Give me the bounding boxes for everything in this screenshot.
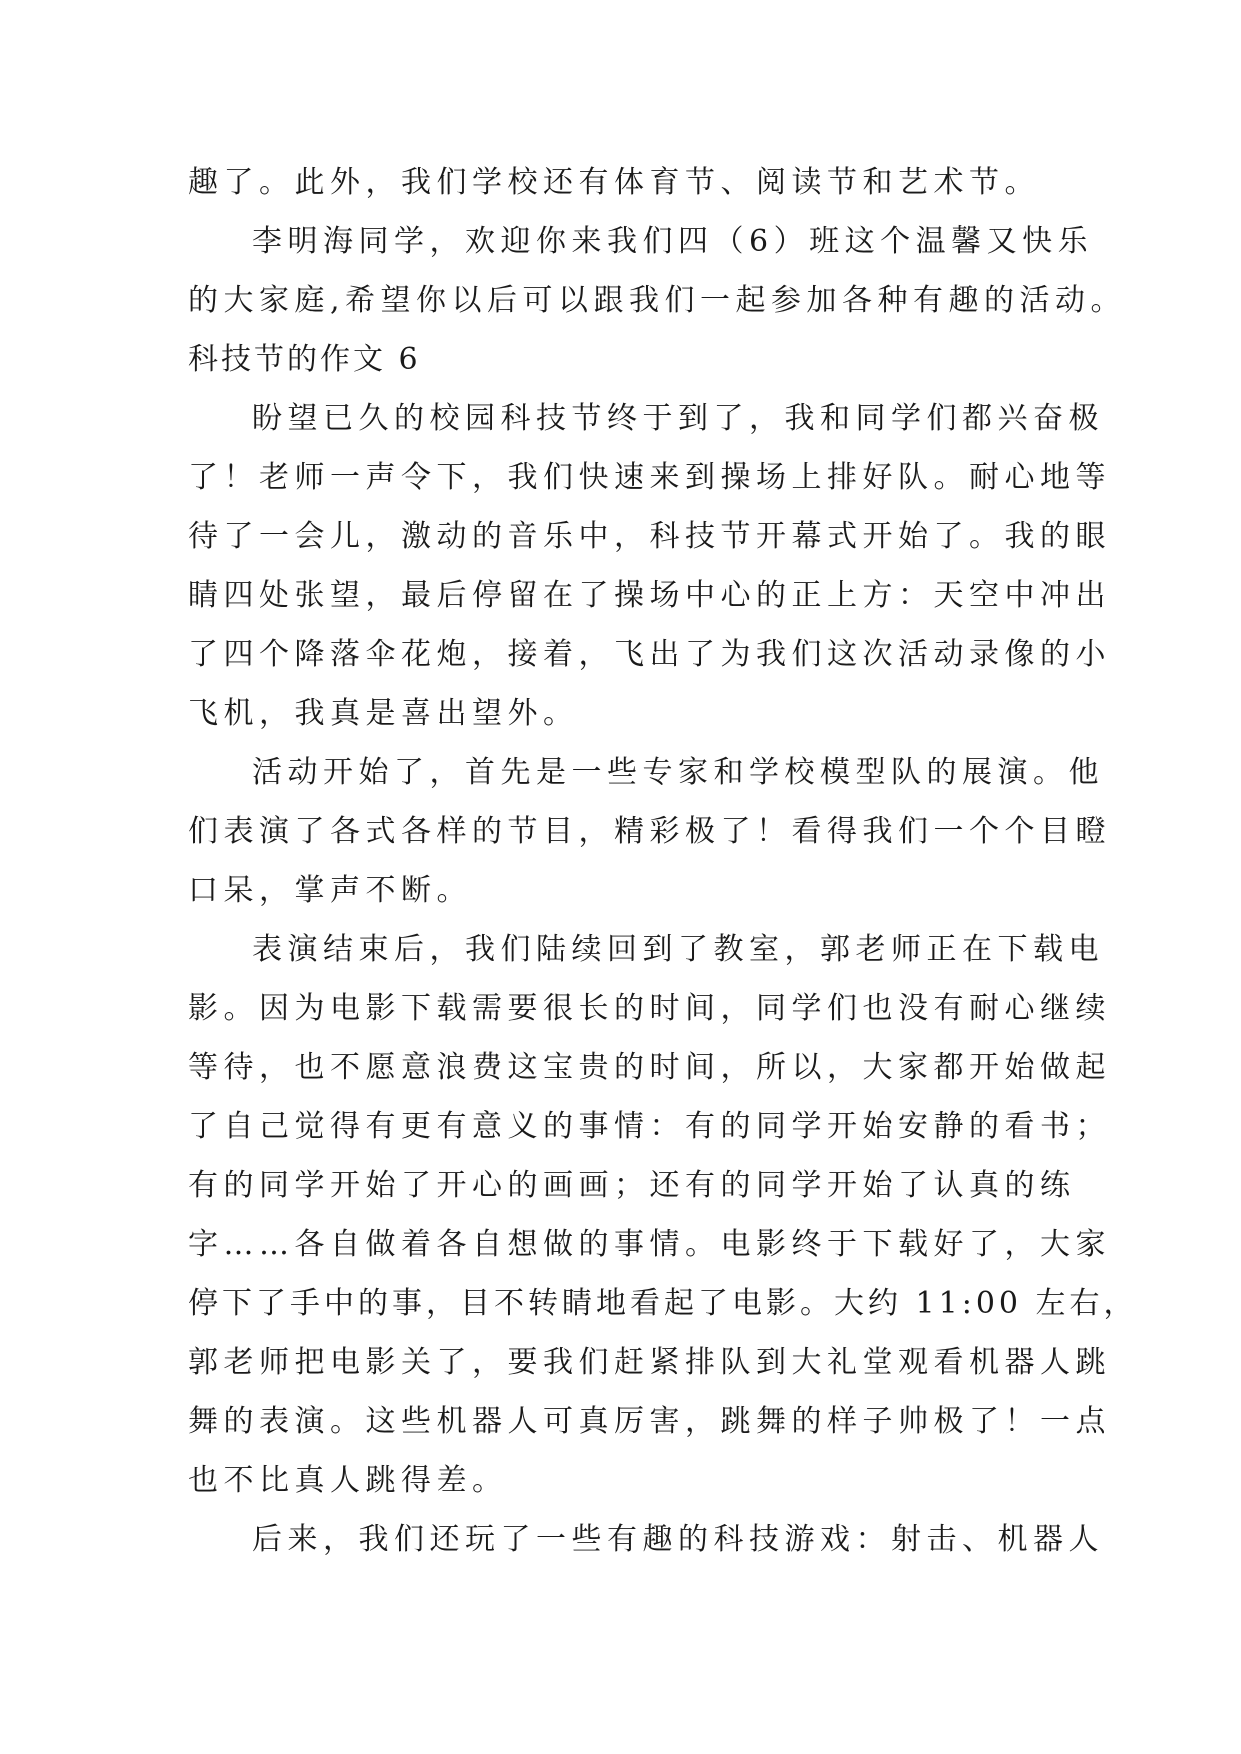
text-line: 等待，也不愿意浪费这宝贵的时间，所以，大家都开始做起 <box>188 1050 1111 1085</box>
text-line: 有的同学开始了开心的画画；还有的同学开始了认真的练 <box>188 1168 1076 1203</box>
text-line: 待了一会儿，激动的音乐中，科技节开幕式开始了。我的眼 <box>188 519 1111 554</box>
text-line: 口呆，掌声不断。 <box>188 873 472 908</box>
text-line: 李明海同学，欢迎你来我们四（6）班这个温馨又快乐 <box>252 224 1094 259</box>
text-line: 表演结束后，我们陆续回到了教室，郭老师正在下载电 <box>252 932 1104 967</box>
text-line: 了四个降落伞花炮，接着，飞出了为我们这次活动录像的小 <box>188 637 1111 672</box>
text-line: 郭老师把电影关了，要我们赶紧排队到大礼堂观看机器人跳 <box>188 1345 1111 1380</box>
text-line: 后来，我们还玩了一些有趣的科技游戏：射击、机器人 <box>252 1522 1104 1557</box>
text-line: 飞机，我真是喜出望外。 <box>188 696 579 731</box>
text-line: 也不比真人跳得差。 <box>188 1463 508 1498</box>
text-line: 字……各自做着各自想做的事情。电影终于下载好了，大家 <box>188 1227 1111 1262</box>
text-line: 的大家庭,希望你以后可以跟我们一起参加各种有趣的活动。 <box>188 283 1127 318</box>
text-line: 活动开始了，首先是一些专家和学校模型队的展演。他 <box>252 755 1104 790</box>
text-line: 睛四处张望，最后停留在了操场中心的正上方：天空中冲出 <box>188 578 1111 613</box>
text-line: 们表演了各式各样的节目，精彩极了！看得我们一个个目瞪 <box>188 814 1111 849</box>
text-line: 停下了手中的事，目不转睛地看起了电影。大约 11:00 左右， <box>188 1286 1138 1321</box>
section-title: 科技节的作文 6 <box>188 342 421 377</box>
text-line: 了！老师一声令下，我们快速来到操场上排好队。耐心地等 <box>188 460 1111 495</box>
text-line: 趣了。此外，我们学校还有体育节、阅读节和艺术节。 <box>188 165 1040 200</box>
text-line: 舞的表演。这些机器人可真厉害，跳舞的样子帅极了！一点 <box>188 1404 1111 1439</box>
text-line: 影。因为电影下载需要很长的时间，同学们也没有耐心继续 <box>188 991 1111 1026</box>
text-line: 了自己觉得有更有意义的事情：有的同学开始安静的看书； <box>188 1109 1111 1144</box>
text-line: 盼望已久的校园科技节终于到了，我和同学们都兴奋极 <box>252 401 1104 436</box>
